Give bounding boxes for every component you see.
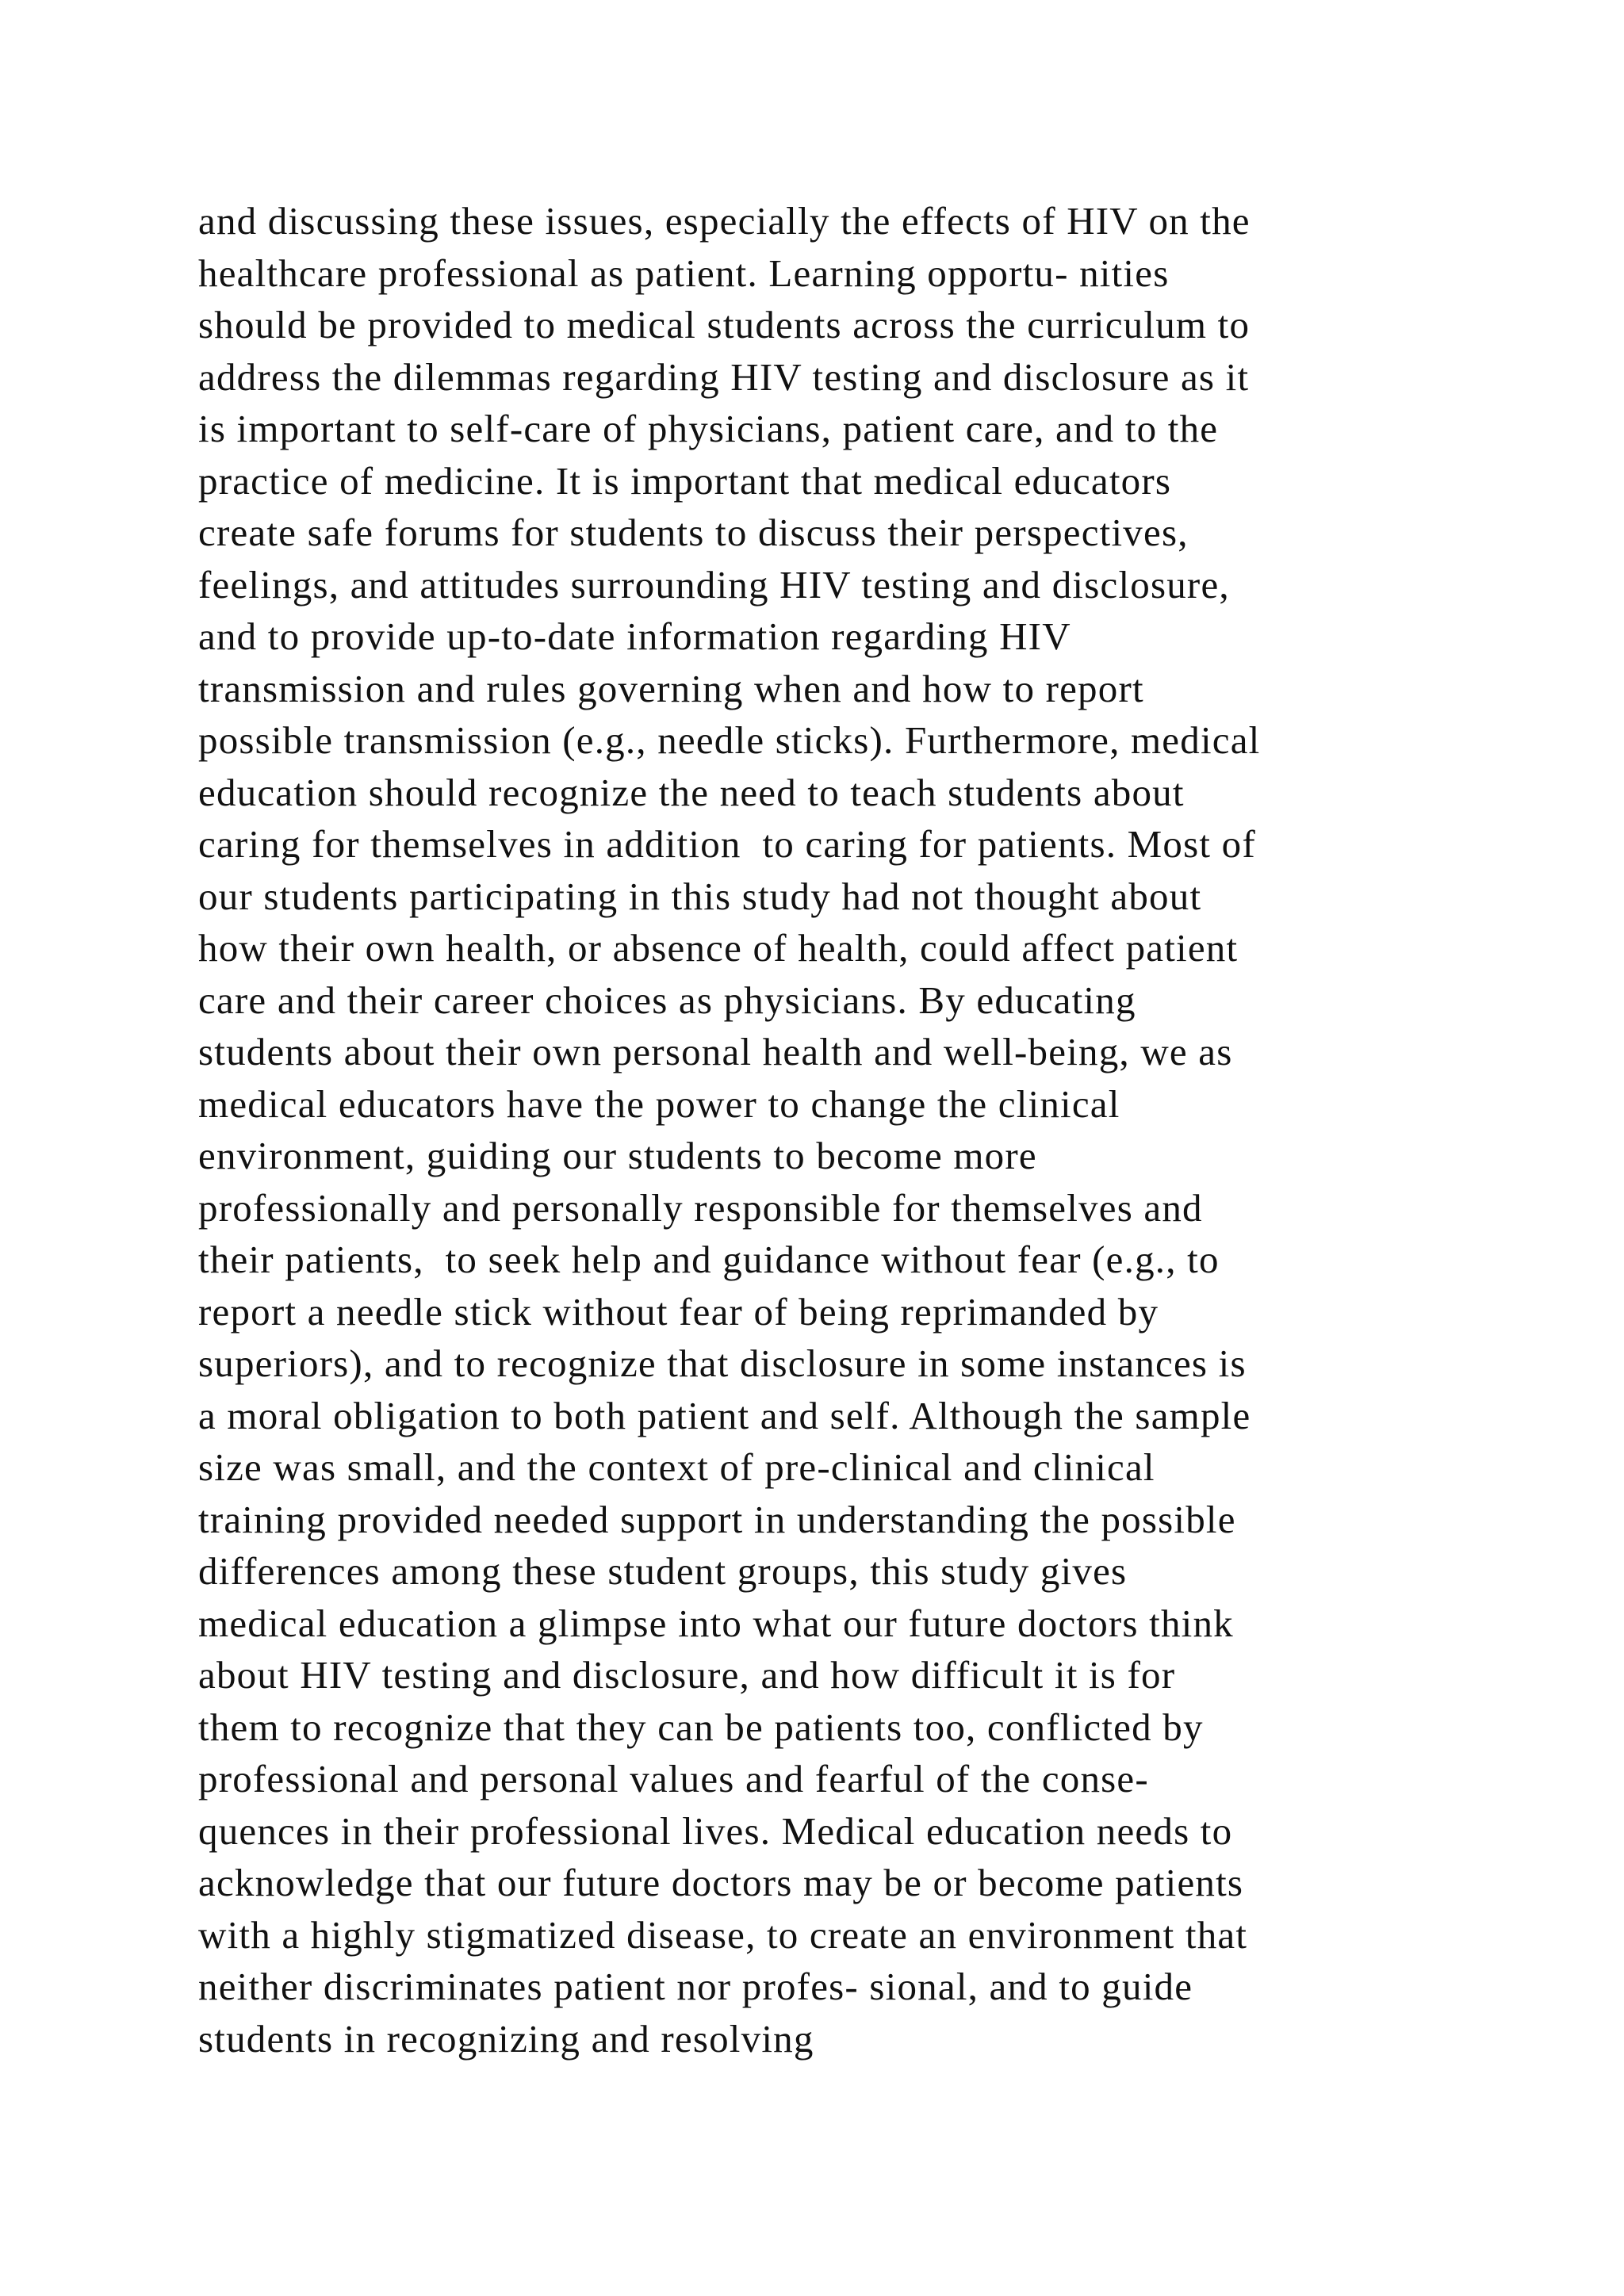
text-line: environment, guiding our students to become more <box>198 1134 1037 1177</box>
text-line: acknowledge that our future doctors may be or become patients <box>198 1861 1244 1904</box>
text-line: address the dilemmas regarding HIV testing and disclosure as it <box>198 354 1250 399</box>
text-line: them to recognize that they can be patients too, conflicted by <box>198 1705 1204 1749</box>
text-line: possible transmission (e.g., needle sticks). Furthermore, medical <box>198 718 1261 762</box>
text-line: report a needle stick without fear of being reprimanded by <box>198 1289 1159 1334</box>
text-line: medical education a glimpse into what our future doctors think <box>198 1601 1234 1645</box>
text-line: and to provide up-to-date information regarding HIV <box>198 614 1071 658</box>
text-line: size was small, and the context of pre-clinical and clinical <box>198 1445 1155 1489</box>
text-line: students in recognizing and resolving <box>198 2016 814 2061</box>
text-line: our students participating in this study had not thought about <box>198 874 1202 918</box>
text-line: caring for themselves in addition to caring for patients. Most of <box>198 822 1256 866</box>
text-line: differences among these student groups, this study gives <box>198 1549 1128 1593</box>
text-line: is important to self-care of physicians, patient care, and to the <box>198 407 1219 450</box>
text-line: their patients, to seek help and guidance without fear (e.g., to <box>198 1238 1220 1281</box>
text-line: quences in their professional lives. Medical education needs to <box>198 1808 1233 1853</box>
text-line: professional and personal values and fearful of the conse- <box>198 1757 1149 1800</box>
text-line: create safe forums for students to discuss their perspectives, <box>198 511 1189 554</box>
text-line: with a highly stigmatized disease, to create an environment that <box>198 1912 1248 1957</box>
body-paragraph <box>198 195 1499 2064</box>
text-line: students about their own personal health and well-being, we as <box>198 1030 1233 1073</box>
text-line: and discussing these issues, especially the effects of HIV on the <box>198 199 1251 243</box>
text-line: medical educators have the power to change the clinical <box>198 1081 1120 1126</box>
text-line: care and their career choices as physicians. By educating <box>198 978 1136 1022</box>
text-line: transmission and rules governing when and how to report <box>198 666 1144 710</box>
text-line: practice of medicine. It is important that medical educators <box>198 458 1172 503</box>
text-line: training provided needed support in understanding the possible <box>198 1497 1236 1541</box>
text-line: professionally and personally responsible for themselves and <box>198 1185 1203 1230</box>
text-line: about HIV testing and disclosure, and how difficult it is for <box>198 1653 1176 1697</box>
text-line: should be provided to medical students across the curriculum to <box>198 303 1251 346</box>
text-line: feelings, and attitudes surrounding HIV testing and disclosure, <box>198 562 1230 607</box>
text-line: neither discriminates patient nor profes- sional, and to guide <box>198 1965 1193 2008</box>
text-line: a moral obligation to both patient and self. Although the sample <box>198 1393 1251 1437</box>
text-line: healthcare professional as patient. Learning opportu- nities <box>198 251 1170 295</box>
text-line: superiors), and to recognize that disclosure in some instances is <box>198 1341 1247 1385</box>
text-line: education should recognize the need to teach students about <box>198 770 1185 814</box>
text-line: how their own health, or absence of health, could affect patient <box>198 926 1239 970</box>
